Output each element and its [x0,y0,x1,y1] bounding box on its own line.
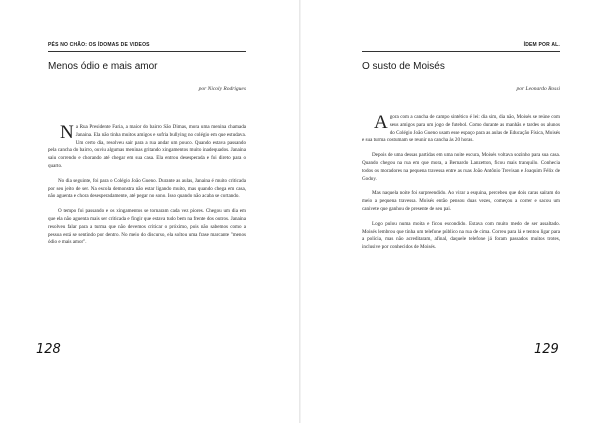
paragraph [48,124,246,171]
drop-cap: A [374,112,388,133]
story-title: Menos ódio e mais amor [48,61,158,72]
story-byline: por Nicoly Rodrigues [198,86,246,92]
story-title: O susto de Moisés [362,61,445,72]
page-number: 128 [36,342,61,357]
paragraph-text: a Rua Presidente Faria, a maior do bairro São Dimas, mora uma menina chamada Janaina. Ela não tinha muitos amigos e sofria bullying no colégio em que estudava. Um certo dia, resolveu sair para a rua andar um pouco. Quando estava passando pela cancha do bairro, ouviu algumas meninas gritando xingamentos muito inadequados. Janaina saiu correndo e chorando até chegar em sua casa. Ela entrou desesperada e foi direto para o quarto. [48,124,246,169]
page-number: 129 [534,342,559,357]
paragraph-text: gora com a cancha de campo sintético é lei: dia sim, dia não, Moisés se reúne com seus amigos para um jogo de futebol. Como durante as manhãs e tardes os alunos do Colégio João Gueno usam esse espaço para as aulas de Educação Física, Moisés e sua turma costumam se reunir na cancha às 20 horas. [362,114,560,144]
paragraph: Mas naquela noite foi surpreendido. Ao virar a esquina, percebeu que dois caras saíram do meio a pequena travessa. Moisés então pensou duas vezes, começou a correr e sacou um canivete que ganhou de presente de seu pai. [362,190,560,212]
running-head: PÉS NO CHÃO: OS ÍDOMAS DE VIDEOS [48,42,150,48]
paragraph: O tempo foi passando e os xingamentos se tornaram cada vez piores. Chegou um dia em que ela não aguenta mais ser criticada e fingir que estava tudo bem na frente dos outros. Janaina resolveu falar para a turma que não devemos criticar o próximo, pois não sabemos como a pessoa está se sentindo por dentro. No meio do discurso, ela soltou uma frase marcante "menos ódio e mais amor". [48,208,246,246]
drop-cap: N [60,122,74,143]
header-rule [48,51,246,52]
story-body [48,124,246,254]
right-page [362,0,560,423]
paragraph: No dia seguinte, foi para o Colégio João Gueno. Durante as aulas, Janaina é muito criticada por seu jeito de ser. Na escola demonstra não estar ligando muito, mas quando chega em casa, não aguenta e chora desesperadamente, até pegar no sono. Isso quando não acaba se cortando. [48,177,246,200]
running-head: ÍDEM POR AL. [523,42,560,48]
story-byline: por Leonardo Rossi [516,86,560,92]
story-body [362,114,560,259]
paragraph [362,114,560,145]
paragraph: Logo pulou numa moita e ficou escondido. Estava com muito medo de ser assaltado. Moisés lembrou que tinha um telefone público na rua de cima. Correu para lá e tentou ligar para a polícia, mas não acreditaram, afinal, daquele telefone já foram passados muitos trotes, inclusive por conhecidos de Moisés. [362,220,560,251]
left-page [36,0,246,423]
book-gutter [299,0,301,423]
paragraph: Depois de uma dessas partidas em uma noite escura, Moisés voltava sozinho para sua casa. Quando chegou na rua em que mora, a Bernardo Lanzetton, ficou mais tranquilo. Conhecia todos os moradores na pequena travessa entre as ruas João Antônio Trevisan e Joaquim Félix de Godoy. [362,152,560,182]
header-rule [362,51,560,52]
